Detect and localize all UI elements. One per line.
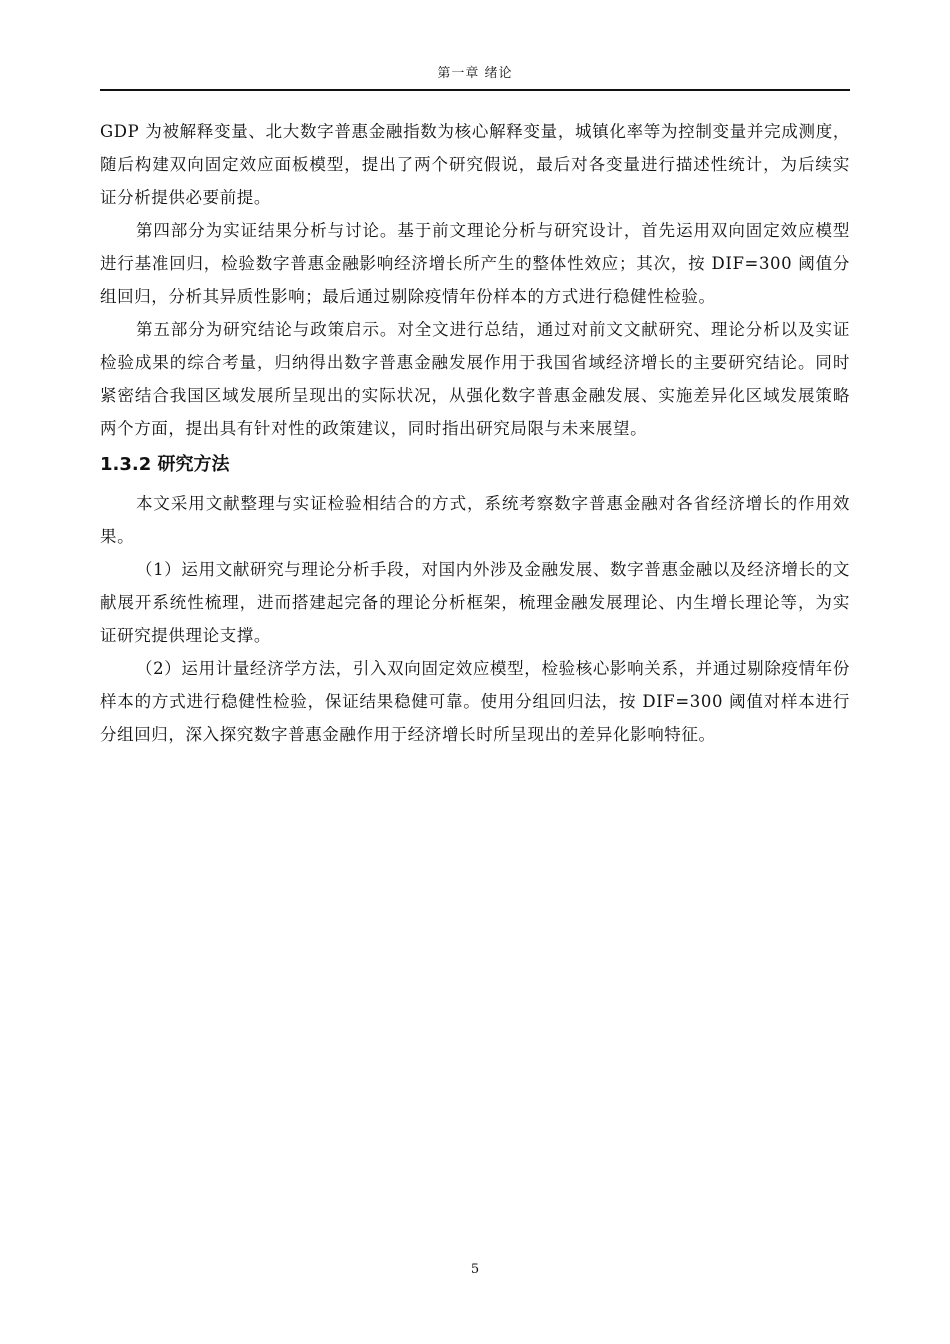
paragraph-methods-intro: 本文采用文献整理与实证检验相结合的方式，系统考察数字普惠金融对各省经济增长的作用效果。: [100, 494, 850, 546]
paragraph-method-1: （1）运用文献研究与理论分析手段，对国内外涉及金融发展、数字普惠金融以及经济增长的文献展开系统性梳理，进而搭建起完备的理论分析框架，梳理金融发展理论、内生增长理论等，为实证研究提供理论支撑。: [100, 560, 850, 645]
paragraph-part-four: 第四部分为实证结果分析与讨论。基于前文理论分析与研究设计，首先运用双向固定效应模型进行基准回归，检验数字普惠金融影响经济增长所产生的整体性效应；其次，按 DIF=300 阈值分组回归，分析其异质性影响；最后通过剔除疫情年份样本的方式进行稳健性检验。: [100, 221, 850, 306]
paragraph-continued: GDP 为被解释变量、北大数字普惠金融指数为核心解释变量，城镇化率等为控制变量并完成测度，随后构建双向固定效应面板模型，提出了两个研究假说，最后对各变量进行描述性统计，为后续实证分析提供必要前提。: [100, 122, 850, 207]
section-heading-research-methods: 1.3.2 研究方法: [100, 454, 230, 475]
paragraph-part-five: 第五部分为研究结论与政策启示。对全文进行总结，通过对前文文献研究、理论分析以及实证检验成果的综合考量，归纳得出数字普惠金融发展作用于我国省域经济增长的主要研究结论。同时紧密结合我国区域发展所呈现出的实际状况，从强化数字普惠金融发展、实施差异化区域发展策略两个方面，提出具有针对性的政策建议，同时指出研究局限与未来展望。: [100, 320, 850, 438]
paragraph-method-2: （2）运用计量经济学方法，引入双向固定效应模型，检验核心影响关系，并通过剔除疫情年份样本的方式进行稳健性检验，保证结果稳健可靠。使用分组回归法，按 DIF=300 阈值对样本进行分组回归，深入探究数字普惠金融作用于经济增长时所呈现出的差异化影响特征。: [100, 659, 850, 744]
header-rule: [100, 89, 850, 91]
page-number: 5: [470, 1262, 480, 1277]
running-header: 第一章 绪论: [437, 66, 513, 81]
page-body: [100, 115, 850, 751]
